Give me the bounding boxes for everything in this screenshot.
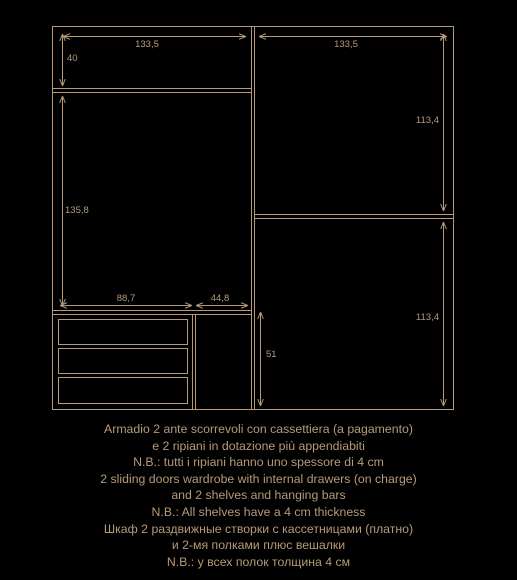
label-drawer-width: 88,7 [116, 293, 136, 304]
label-top-right-width: 133,5 [334, 39, 358, 50]
drawer-2 [59, 349, 188, 374]
caption-line: N.B.: All shelves have a 4 cm thickness [151, 504, 366, 519]
label-top-left-height: 40 [67, 53, 78, 64]
caption-line: Armadio 2 ante scorrevoli con cassettiera (a pagamento) [104, 422, 413, 436]
caption-line: N.B.: у всех полок толщина 4 см [166, 554, 351, 569]
label-left-hanging-height: 135,8 [65, 205, 89, 216]
label-right-upper-height: 113,4 [415, 115, 439, 126]
product-description [0, 421, 517, 570]
label-right-lower-height: 113,4 [415, 312, 439, 323]
drawer-1 [59, 320, 188, 345]
caption-line: and 2 shelves and hanging bars [171, 488, 346, 503]
label-top-left-width: 133,5 [135, 39, 159, 50]
caption-line: 2 sliding doors wardrobe with internal drawers (on charge) [100, 471, 417, 486]
caption-line: и 2-мя полками плюс вешалки [171, 538, 346, 553]
drawer-3 [59, 378, 188, 404]
caption-line: e 2 ripiani in dotazione più appendiabiti [152, 438, 365, 453]
caption-line: N.B.: tutti i ripiani hanno uno spessore di 4 cm [133, 455, 384, 470]
caption-line: Шкаф 2 раздвижные створки с кассетницами (платно) [103, 521, 414, 536]
label-side-height: 51 [266, 349, 277, 360]
label-side-width: 44,8 [210, 293, 230, 304]
